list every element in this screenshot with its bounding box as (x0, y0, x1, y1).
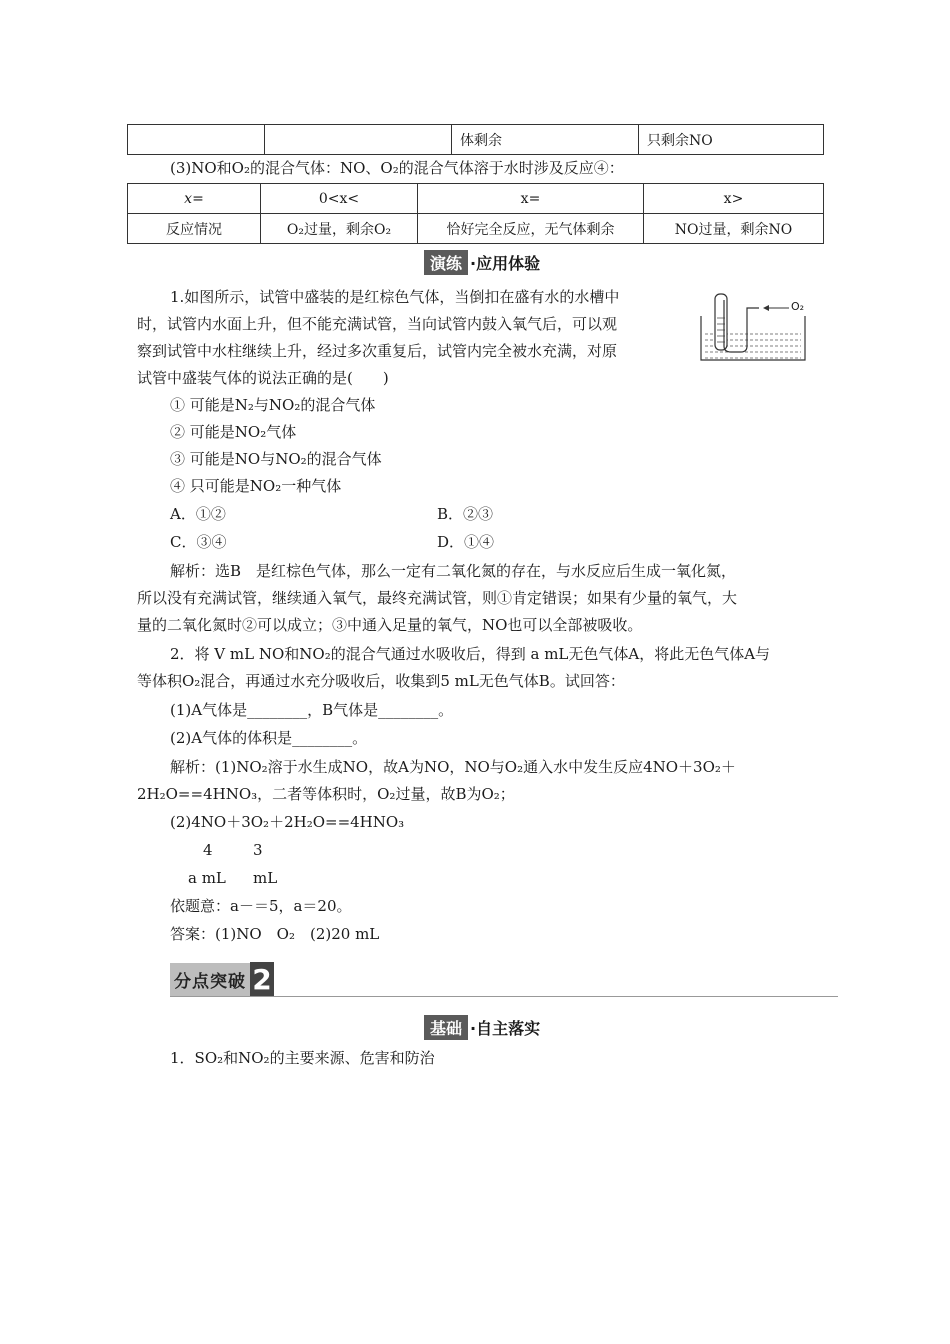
o2-label: O₂ (791, 300, 805, 313)
section-title: ·应用体验 (470, 253, 541, 273)
q2-unit: mL (253, 869, 278, 887)
option-c: C．③④ (170, 533, 227, 551)
table-cell: 恰好完全反应，无气体剩余 (418, 214, 644, 244)
q1-analysis: 解析：选B 是红棕色气体，那么一定有二氧化氮的存在，与水反应后生成一氧化氮， (170, 562, 737, 580)
q1-item: ② 可能是NO₂气体 (170, 423, 297, 441)
table-continuation (127, 124, 824, 155)
q2-analysis: 2H₂O==4HNO₃，二者等体积时，O₂过量，故B为O₂； (137, 785, 515, 803)
table-cell: 只剩余NO (639, 125, 824, 155)
intro-3: (3)NO和O₂的混合气体：NO、O₂的混合气体溶于水时涉及反应④： (170, 159, 624, 177)
q2-coefficient: 3 (253, 841, 263, 859)
table-cell (265, 125, 452, 155)
reaction-table (127, 183, 824, 244)
banner-number: 2 (250, 962, 274, 996)
option-a: A．①② (170, 505, 226, 523)
table-header-row (128, 184, 824, 214)
divider (170, 996, 838, 997)
q2-answer: 答案：(1)NO O₂ (2)20 mL (170, 925, 380, 943)
section-banner (170, 962, 274, 996)
q1-item: ① 可能是N₂与NO₂的混合气体 (170, 396, 376, 414)
section-header-basics (424, 1015, 540, 1039)
table-row (128, 125, 824, 155)
q3-line: 1．SO₂和NO₂的主要来源、危害和防治 (170, 1049, 435, 1067)
q2-unit: a mL (188, 869, 226, 887)
test-tube-figure (697, 288, 817, 364)
section-title: ·自主落实 (470, 1018, 541, 1038)
q1-item: ③ 可能是NO与NO₂的混合气体 (170, 450, 382, 468)
table-header-cell: x= (128, 184, 261, 214)
table-header-cell: x> (644, 184, 824, 214)
q1-analysis: 量的二氧化氮时②可以成立；③中通入足量的氧气，NO也可以全部被吸收。 (137, 616, 643, 634)
q1-line: 1.如图所示，试管中盛装的是红棕色气体，当倒扣在盛有水的水槽中 (170, 288, 620, 306)
q2-sub: (1)A气体是________，B气体是________。 (170, 701, 454, 719)
q1-line: 时，试管内水面上升，但不能充满试管，当向试管内鼓入氧气后，可以观 (137, 315, 618, 333)
table-header-cell: x= (418, 184, 644, 214)
section-tag: 基础 (424, 1015, 468, 1040)
q2-analysis: 解析：(1)NO₂溶于水生成NO，故A为NO，NO与O₂通入水中发生反应4NO＋3O₂＋ (170, 758, 736, 776)
q2-coefficient: 4 (203, 841, 213, 859)
section-tag: 演练 (424, 250, 468, 275)
q2-line: 等体积O₂混合，再通过水充分吸收后，收集到5 mL无色气体B。试回答： (137, 672, 625, 690)
banner-text: 分点突破 (170, 963, 250, 996)
table-cell: O₂过量，剩余O₂ (261, 214, 418, 244)
section-header-practice (424, 250, 540, 274)
q1-line: 察到试管中水柱继续上升，经过多次重复后，试管内完全被水充满，对原 (137, 342, 618, 360)
q1-item: ④ 只可能是NO₂一种气体 (170, 477, 342, 495)
option-b: B．②③ (437, 505, 494, 523)
table-row (128, 214, 824, 244)
q2-condition: 依题意：a－＝5，a＝20。 (170, 897, 352, 915)
q2-sub: (2)A气体的体积是________。 (170, 729, 368, 747)
q1-analysis: 所以没有充满试管，继续通入氧气，最终充满试管，则①肯定错误；如果有少量的氧气，大 (137, 589, 738, 607)
option-d: D．①④ (437, 533, 495, 551)
table-header-cell: 0<x< (261, 184, 418, 214)
table-row-label: 反应情况 (128, 214, 261, 244)
q2-line: 2．将 V mL NO和NO₂的混合气通过水吸收后，得到 a mL无色气体A，将此无色气体A与 (170, 645, 771, 663)
q1-line: 试管中盛装气体的说法正确的是( ) (137, 369, 389, 387)
table-cell: 体剩余 (452, 125, 639, 155)
table-cell: NO过量，剩余NO (644, 214, 824, 244)
table-cell (128, 125, 265, 155)
q2-equation: (2)4NO＋3O₂＋2H₂O==4HNO₃ (170, 813, 405, 831)
